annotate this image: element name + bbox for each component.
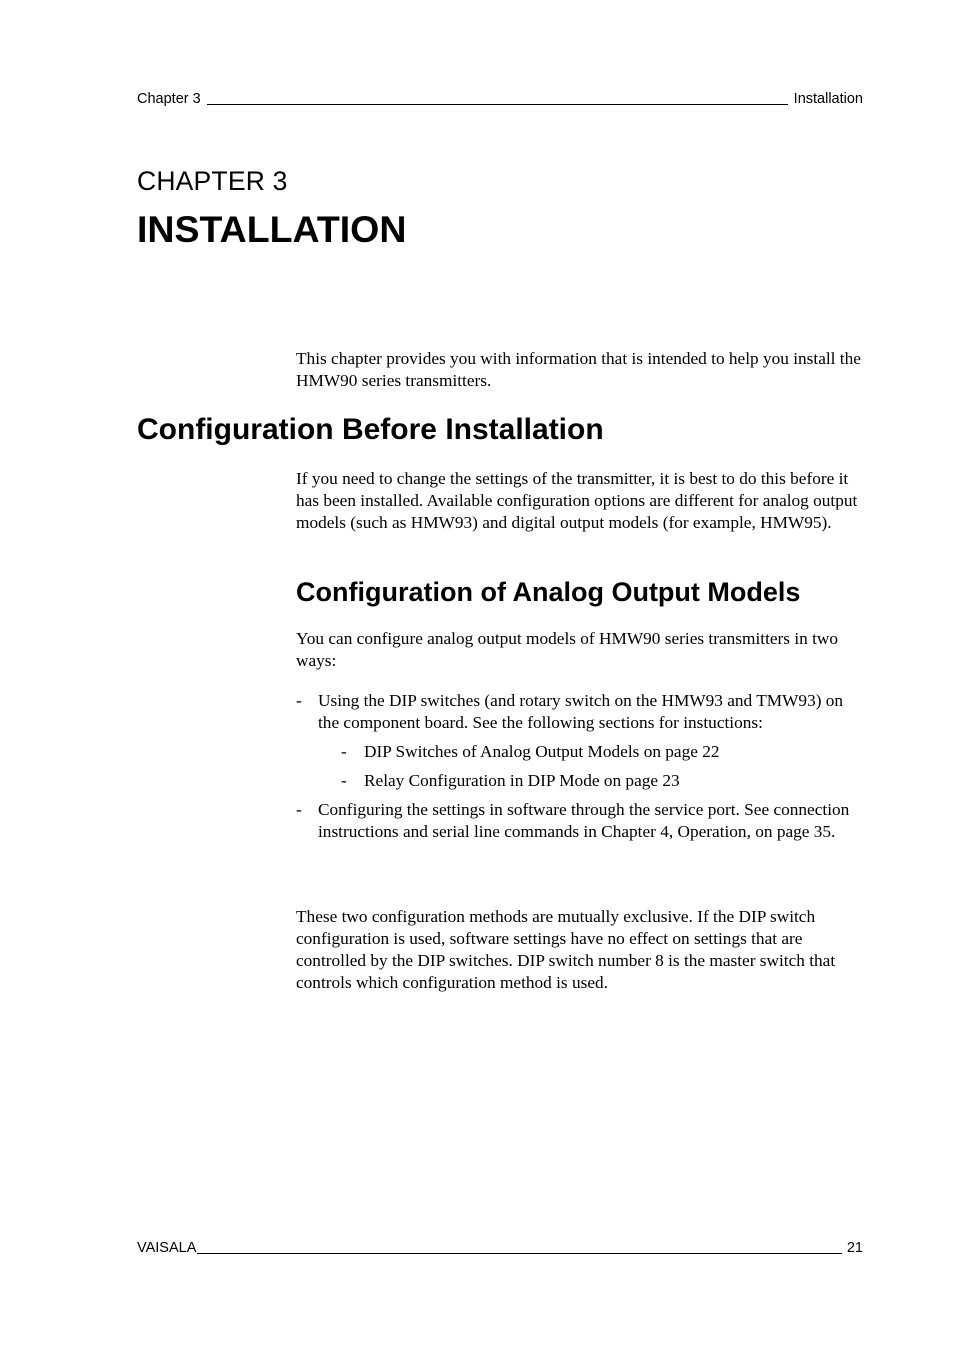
list-item [296, 690, 861, 734]
closing-paragraph [296, 906, 861, 994]
running-footer [137, 1240, 863, 1257]
list-dash: - [341, 771, 347, 790]
header-rule [207, 104, 788, 105]
section-paragraph [296, 468, 861, 534]
sub-list-item [296, 741, 861, 763]
header-section: Installation [793, 91, 863, 107]
subsection-heading-analog: Configuration of Analog Output Models [296, 577, 801, 607]
config-text: If you need to change the settings of the transmitter, it is best to do this before it has been installed. Available configuration options are different for analog output models (such as HMW93) and digital output models (for example, HMW95). [296, 469, 858, 532]
list-dash: - [341, 742, 347, 761]
list-dash: - [296, 800, 302, 819]
analog-text: You can configure analog output models of HMW90 series transmitters in two ways: [296, 629, 839, 670]
subsection-paragraph [296, 628, 861, 672]
configuration-options-list [296, 690, 861, 843]
running-header [137, 91, 863, 108]
intro-text: This chapter provides you with information that is intended to help you install the HMW90 series transmitters. [296, 349, 861, 390]
chapter-label: CHAPTER 3 [137, 166, 288, 196]
chapter-title: INSTALLATION [137, 208, 407, 250]
sub-list-item [296, 770, 861, 792]
footer-company: VAISALA [137, 1240, 197, 1256]
list-item-text: Configuring the settings in software through the service port. See connection instructions and serial line commands in Chapter 4, Operation, on page 35. [318, 800, 850, 841]
sub-list-item-text: DIP Switches of Analog Output Models on page 22 [364, 742, 720, 761]
closing-text: These two configuration methods are mutually exclusive. If the DIP switch configuration is used, software settings have no effect on settings that are controlled by the DIP switches. DIP switch number 8 is the master switch that controls which configuration method is used. [296, 907, 836, 992]
intro-paragraph [296, 348, 861, 392]
list-dash: - [296, 691, 302, 710]
list-item-text: Using the DIP switches (and rotary switch on the HMW93 and TMW93) on the component board. See the following sections for instuctions: [318, 691, 844, 732]
section-heading-configuration: Configuration Before Installation [137, 413, 604, 446]
list-item [296, 799, 861, 843]
page-number: 21 [846, 1240, 863, 1256]
footer-rule [197, 1253, 841, 1254]
sub-list-item-text: Relay Configuration in DIP Mode on page 23 [364, 771, 680, 790]
header-chapter: Chapter 3 [137, 91, 201, 107]
